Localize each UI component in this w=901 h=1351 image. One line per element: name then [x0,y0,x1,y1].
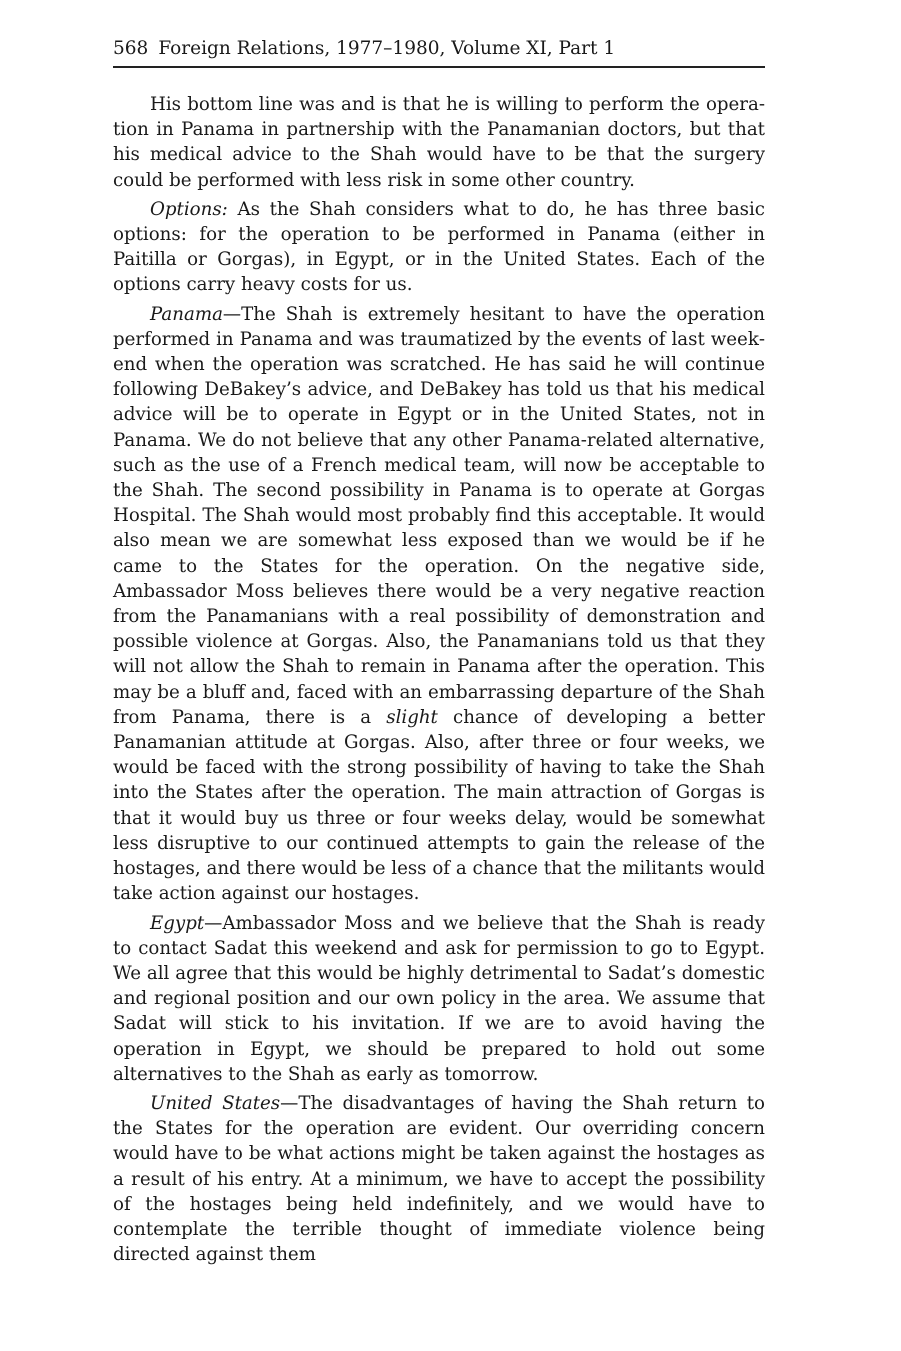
paragraph-text: —Ambassador Moss and we believe that the Shah is ready to contact Sadat this weekend and ask for permission to go to Egypt. We all agree that this would be highly detrimental to Sadat’s domestic and regional position and our own policy in the area. We assume that Sadat will stick to his invitation. If we are to avoid having the operation in Egypt, we should be prepared to hold out some alternatives to the Shah as early as tomorrow. [113,912,765,1085]
paragraph-united-states [113,1091,765,1267]
page-number: 568 [113,38,149,59]
paragraph-lead: Options: [150,198,228,220]
paragraph-lead: Egypt [150,912,205,934]
volume-title: Foreign Relations, 1977–1980, Volume XI, Part 1 [158,38,616,59]
paragraph-options [113,197,765,298]
document-page [113,36,765,1271]
paragraph-surgery-advice [113,92,765,193]
paragraph-panama [113,302,765,907]
paragraph-text: —The Shah is extremely hesitant to have the operation performed in Panama and was traumatized by the events of last weekend when the operation was scratched. He has said he will continue following DeBakey’s advice, and DeBakey has told us that his medical advice will be to operate in Egypt or in the United States, not in Panama. We do not believe that any other Panama-related alternative, such as the use of a French medical team, will now be acceptable to the Shah. The second possibility in Panama is to operate at Gorgas Hospital. The Shah would most probably find this acceptable. It would also mean we are somewhat less exposed than we would be if he came to the States for the operation. On the negative side, Ambassador Moss believes there would be a very negative reaction from the Panamanians with a real possibility of demonstration and possible violence at Gorgas. Also, the Panamanians told us that they will not allow the Shah to remain in Panama after the operation. This may be a bluff and, faced with an embarrassing departure of the Shah from Panama, there is a [113,303,765,728]
paragraph-lead: Panama [150,303,223,325]
emphasis-word: slight [386,706,438,728]
paragraph-text: His bottom line was and is that he is willing to perform the operation in Panama in partnership with the Panamanian doctors, but that his medical advice to the Shah would have to be that the surgery could be performed with less risk in some other country. [113,94,765,191]
paragraph-text-tail: chance of developing a better Panamanian attitude at Gorgas. Also, after three or four weeks, we would be faced with the strong possibility of having to take the Shah into the States after the operation. The main attraction of Gorgas is that it would buy us three or four weeks delay, would be somewhat less disruptive to our continued attempts to gain the release of the hostages, and there would be less of a chance that the militants would take action against our hostages. [113,706,765,905]
body-text [113,92,765,1267]
paragraph-egypt [113,911,765,1087]
paragraph-text: —The disadvantages of having the Shah return to the States for the operation are evident. Our overriding concern would have to be what actions might be taken against the hostages as a result of his entry. At a minimum, we have to accept the possibility of the hostages being held indefinitely, and we would have to contemplate the terrible thought of immediate violence being directed against them [113,1092,765,1266]
paragraph-text: As the Shah considers what to do, he has three basic options: for the operation to be performed in Panama (either in Paitilla or Gorgas), in Egypt, or in the United States. Each of the options carry heavy costs for us. [113,198,765,296]
running-head [113,36,765,68]
paragraph-lead: United States [150,1092,281,1114]
